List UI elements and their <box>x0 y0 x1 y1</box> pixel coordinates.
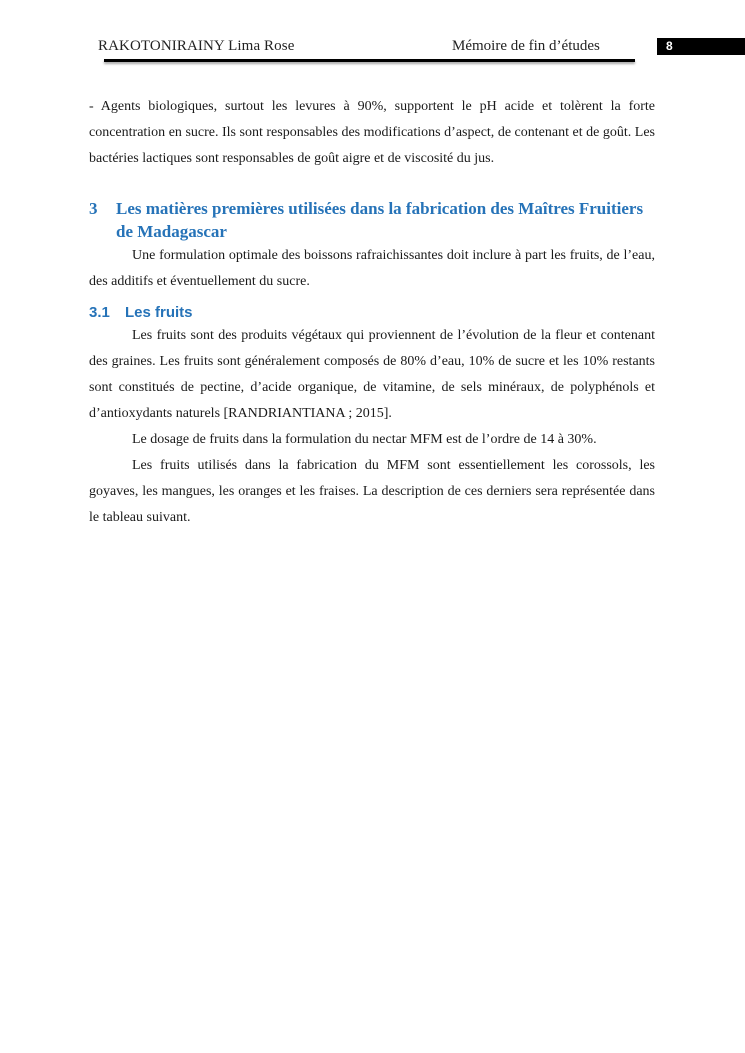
fruits-paragraph-3: Les fruits utilisés dans la fabrication du MFM sont essentiellement les corossols, les goyaves, les mangues, les oranges et les fraises. La description de ces derniers sera représentée dans le tableau suivant. <box>89 458 655 525</box>
section-3-heading <box>89 197 655 243</box>
intro-paragraph: - Agents biologiques, surtout les levures à 90%, supportent le pH acide et tolèrent la forte concentration en sucre. Ils sont responsables des modifications d’aspect, de contenant et de goût. Les bactéries lactiques sont responsables de goût aigre et de viscosité du jus. <box>89 99 655 166</box>
section-3-number: 3 <box>89 199 98 218</box>
section-3-1-title: Les fruits <box>125 304 193 321</box>
section-3-paragraph: Une formulation optimale des boissons rafraichissantes doit inclure à part les fruits, de l’eau, des additifs et éventuellement du sucre. <box>89 248 655 289</box>
fruits-paragraph-1: Les fruits sont des produits végétaux qui proviennent de l’évolution de la fleur et contenant des graines. Les fruits sont généralement composés de 80% d’eau, 10% de sucre et les 10% restants sont constitués de pectine, d’acide organique, de vitamine, de sels minéraux, de polyphénols et d’antioxydants naturels [RANDRIANTIANA ; 2015]. <box>89 328 655 421</box>
header-rule <box>104 59 635 62</box>
section-3-1-heading <box>89 303 655 323</box>
header-document-title: Mémoire de fin d’études <box>452 38 600 54</box>
section-3-title: Les matières premières utilisées dans la fabrication des Maîtres Fruitiers de Madagascar <box>116 199 644 241</box>
header-author: RAKOTONIRAINY Lima Rose <box>98 38 295 54</box>
section-3-1-number: 3.1 <box>89 304 110 321</box>
page-number-badge: 8 <box>657 38 745 55</box>
fruits-paragraph-2: Le dosage de fruits dans la formulation du nectar MFM est de l’ordre de 14 à 30%. <box>132 432 597 447</box>
page-body <box>89 94 655 531</box>
